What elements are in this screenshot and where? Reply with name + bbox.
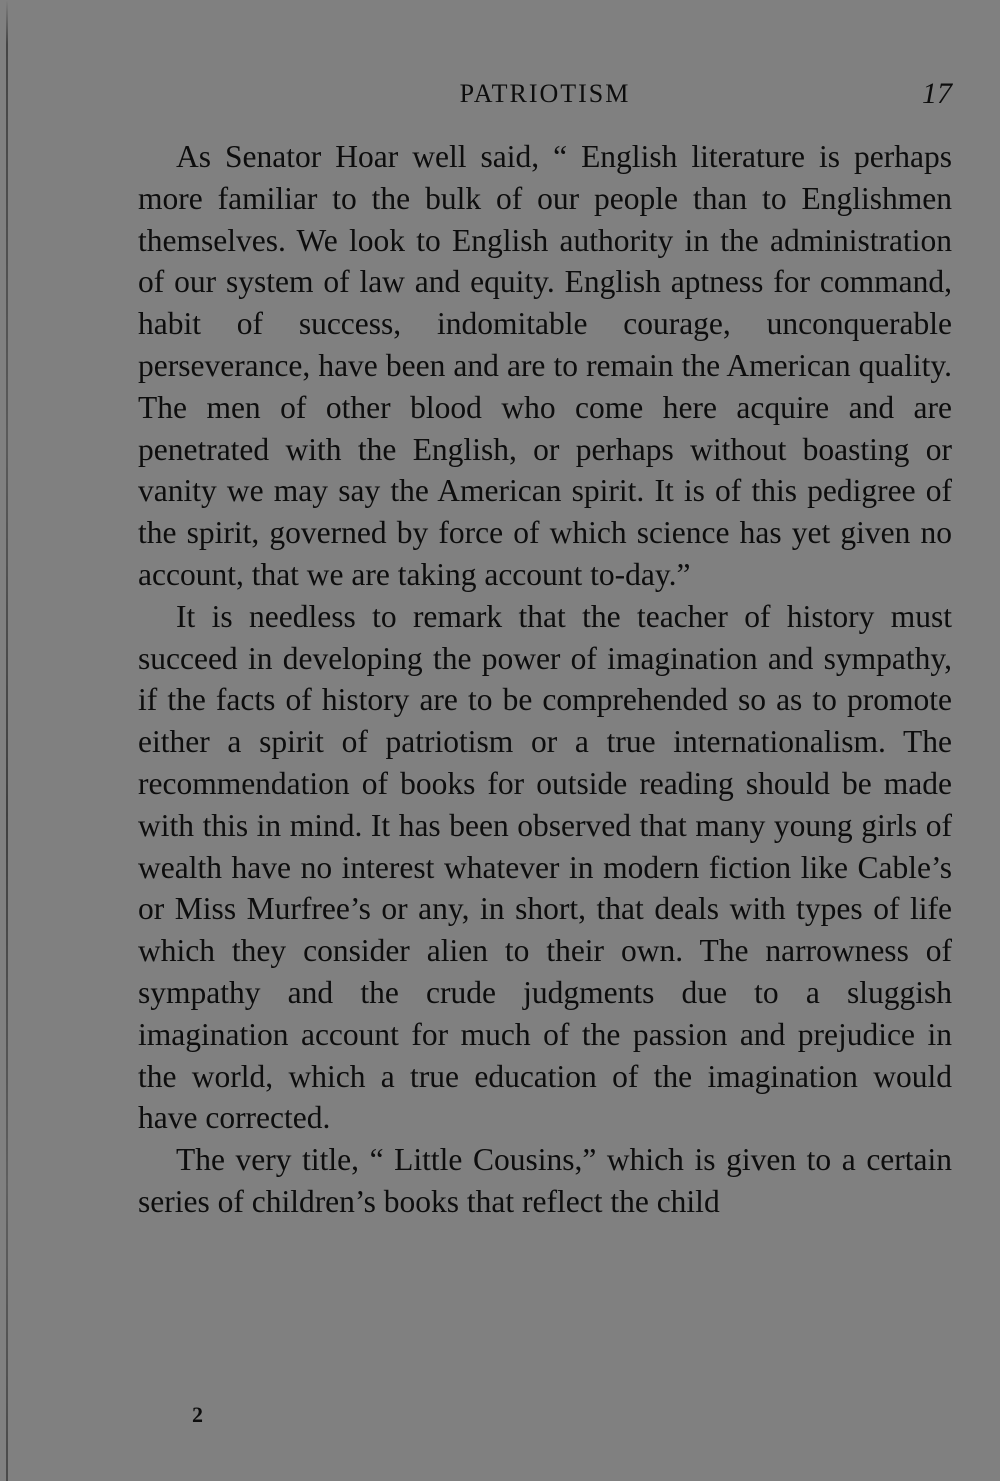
page-gutter-edge: [6, 0, 8, 1481]
paragraph: It is needless to remark that the teacher of history must succeed in developing the power of imagination and sympathy, if the facts of history are to be comprehended so as to promote either a spirit of patriotism or a true internationalism. The recommendation of books for outside reading should be made with this in mind. It has been observed that many young girls of wealth have no interest whatever in modern fiction like Cable’s or Miss Murfree’s or any, in short, that deals with types of life which they consider alien to their own. The narrowness of sympathy and the crude judgments due to a sluggish imagination account for much of the passion and prejudice in the world, which a true education of the imagination would have corrected.: [138, 598, 952, 1136]
body-text: [138, 136, 952, 1223]
page-number: 17: [922, 77, 952, 110]
paragraph: The very title, “ Little Cousins,” which is given to a certain series of children’s books that reflect the child: [138, 1142, 952, 1219]
running-title: PATRIOTISM: [459, 79, 631, 108]
running-head: [138, 74, 952, 114]
signature-mark: 2: [192, 1402, 203, 1427]
paragraph: As Senator Hoar well said, “ English literature is perhaps more familiar to the bulk of our people than to Englishmen themselves. We look to English authority in the administration of our system of law and equity. English aptness for command, habit of success, indomitable courage, unconquerable perseverance, have been and are to remain the American quality. The men of other blood who come here acquire and are penetrated with the English, or perhaps without boasting or vanity we may say the American spirit. It is of this pedigree of the spirit, governed by force of which science has yet given no account, that we are taking account to-day.”: [138, 139, 952, 592]
